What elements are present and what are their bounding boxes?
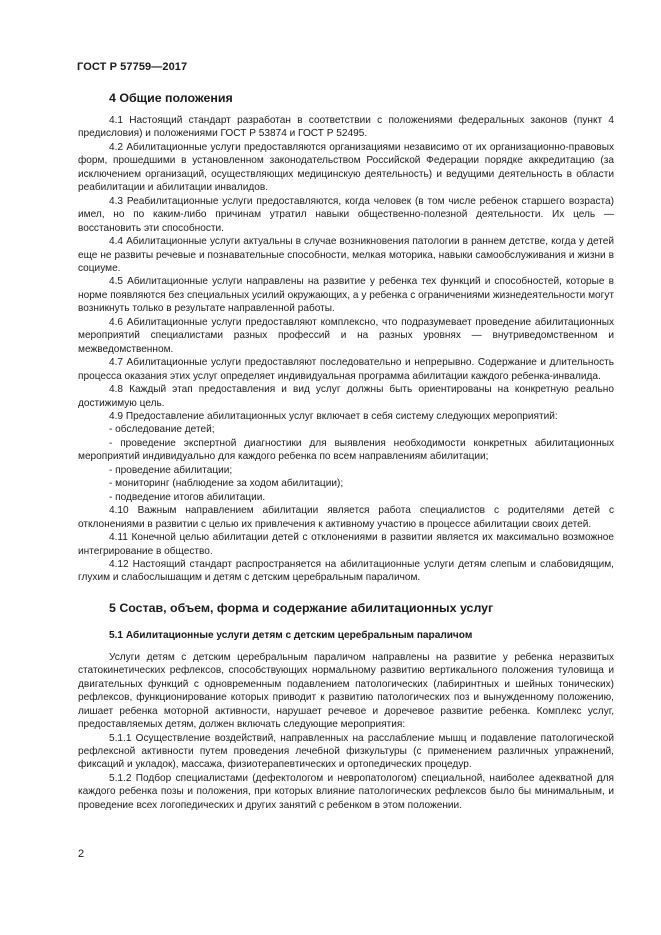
section-5-heading: 5 Состав, объем, форма и содержание абилитационных услуг <box>109 600 494 615</box>
paragraph-4-1: 4.1 Настоящий стандарт разработан в соответствии с положениями федеральных законов (пункт 4 предисловия) и положениями ГОСТ Р 53874 и ГОСТ Р 52495. <box>78 115 614 140</box>
paragraph-4-2: 4.2 Абилитационные услуги предоставляются организациями независимо от их организационно-правовых форм, прошедшими в установленном законодательством Российской Федерации порядке аккредитацию (за исключением организаций, осуществляющих медицинскую деятельность) и ведущими деятельность в области реабилитации и абилитации инвалидов. <box>78 141 614 194</box>
list-item: - мониторинг (наблюдение за ходом абилитации); <box>109 478 344 490</box>
list-item: - проведение экспертной диагностики для выявления необходимости конкретных абилитационных мероприятий индивидуально для каждого ребенка по всем направлениям абилитации; <box>78 437 614 463</box>
document-header: ГОСТ Р 57759—2017 <box>77 61 188 73</box>
paragraph-4-3: 4.3 Реабилитационные услуги предоставляются, когда человек (в том числе ребенок старшего возраста) имел, но по каким-либо причинам утратил навыки общественно-полезной деятельности. Их цель — восстановить эти способности. <box>78 195 614 234</box>
paragraph-4-6: 4.6 Абилитационные услуги предоставляют комплексно, что подразумевает проведение абилитационных мероприятий специалистами разных профессий и на разных уровнях — внутриведомственном и межведомственном. <box>78 316 614 355</box>
document-body <box>78 92 614 812</box>
paragraph-4-7: 4.7 Абилитационные услуги предоставляют последовательно и непрерывно. Содержание и длительность процесса оказания этих услуг определяет индивидуальная программа абилитации каждого ребенка-инвалида. <box>78 357 614 382</box>
paragraph-5-1-2: 5.1.2 Подбор специалистами (дефектологом и невропатологом) специальной, наиболее адекватной для каждого ребенка позы и положения, при которых влияние патологических рефлексов было бы минимальным, и проведение всех логопедических и других занятий с ребенком в этом положении. <box>78 772 614 811</box>
paragraph-4-5: 4.5 Абилитационные услуги направлены на развитие у ребенка тех функций и способностей, которые в норме появляются без специальных усилий окружающих, а у ребенка с ограничениями жизнедеятельности могут возникнуть только в результате направленной работы. <box>78 276 614 315</box>
paragraph-5-1-1: 5.1.1 Осуществление воздействий, направленных на расслабление мышц и подавление патологической рефлексной активности путем проведения лечебной физкультуры (с применением различных упражнений, фиксаций и укладок), массажа, физиотерапевтических и ортопедических процедур. <box>78 732 614 771</box>
paragraph-5-1-intro: Услуги детям с детским церебральным параличом направлены на развитие у ребенка неразвитых статокинетических рефлексов, способствующих нормальному развитию вертикального положения туловища и двигательных функций с одновременным подавлением патологических (лабиринтных и шейных тонических) рефлексов, функционирование которых приводит к развитию патологических поз и вынужденному положению, лишает ребенка моторной активности, нарушает речевое и доречевое развитие ребенка. Комплекс услуг, предоставляемых детям, должен включать следующие мероприятия: <box>78 651 614 731</box>
paragraph-4-11: 4.11 Конечной целью абилитации детей с отклонениями в развитии является их максимально возможное интегрирование в общество. <box>78 532 614 557</box>
paragraph-4-10: 4.10 Важным направлением абилитации является работа специалистов с родителями детей с отклонениями в развитии с целью их привлечения к активному участию в процессе абилитации своих детей. <box>78 505 614 530</box>
list-item: - обследование детей; <box>109 424 215 436</box>
paragraph-4-9: 4.9 Предоставление абилитационных услуг включает в себя систему следующих мероприятий: <box>109 410 558 422</box>
paragraph-4-12: 4.12 Настоящий стандарт распространяется на абилитационные услуги детям слепым и слабовидящим, глухим и слабослышащим и детям с детским церебральным параличом. <box>78 558 614 584</box>
page-number: 2 <box>78 848 85 860</box>
section-4-heading: 4 Общие положения <box>109 91 233 105</box>
list-item: - подведение итогов абилитации. <box>109 491 266 503</box>
paragraph-4-8: 4.8 Каждый этап предоставления и вид услуг должны быть ориентированы на конкретную реально достижимую цель. <box>78 384 614 409</box>
list-item: - проведение абилитации; <box>109 464 233 476</box>
paragraph-4-4: 4.4 Абилитационные услуги актуальны в случае возникновения патологии в раннем детстве, когда у детей еще не развиты речевые и познавательные способности, мелкая моторика, навыки самообслуживания и жизни в социуме. <box>78 236 614 274</box>
subsection-5-1-heading: 5.1 Абилитационные услуги детям с детским церебральным параличом <box>109 629 473 641</box>
